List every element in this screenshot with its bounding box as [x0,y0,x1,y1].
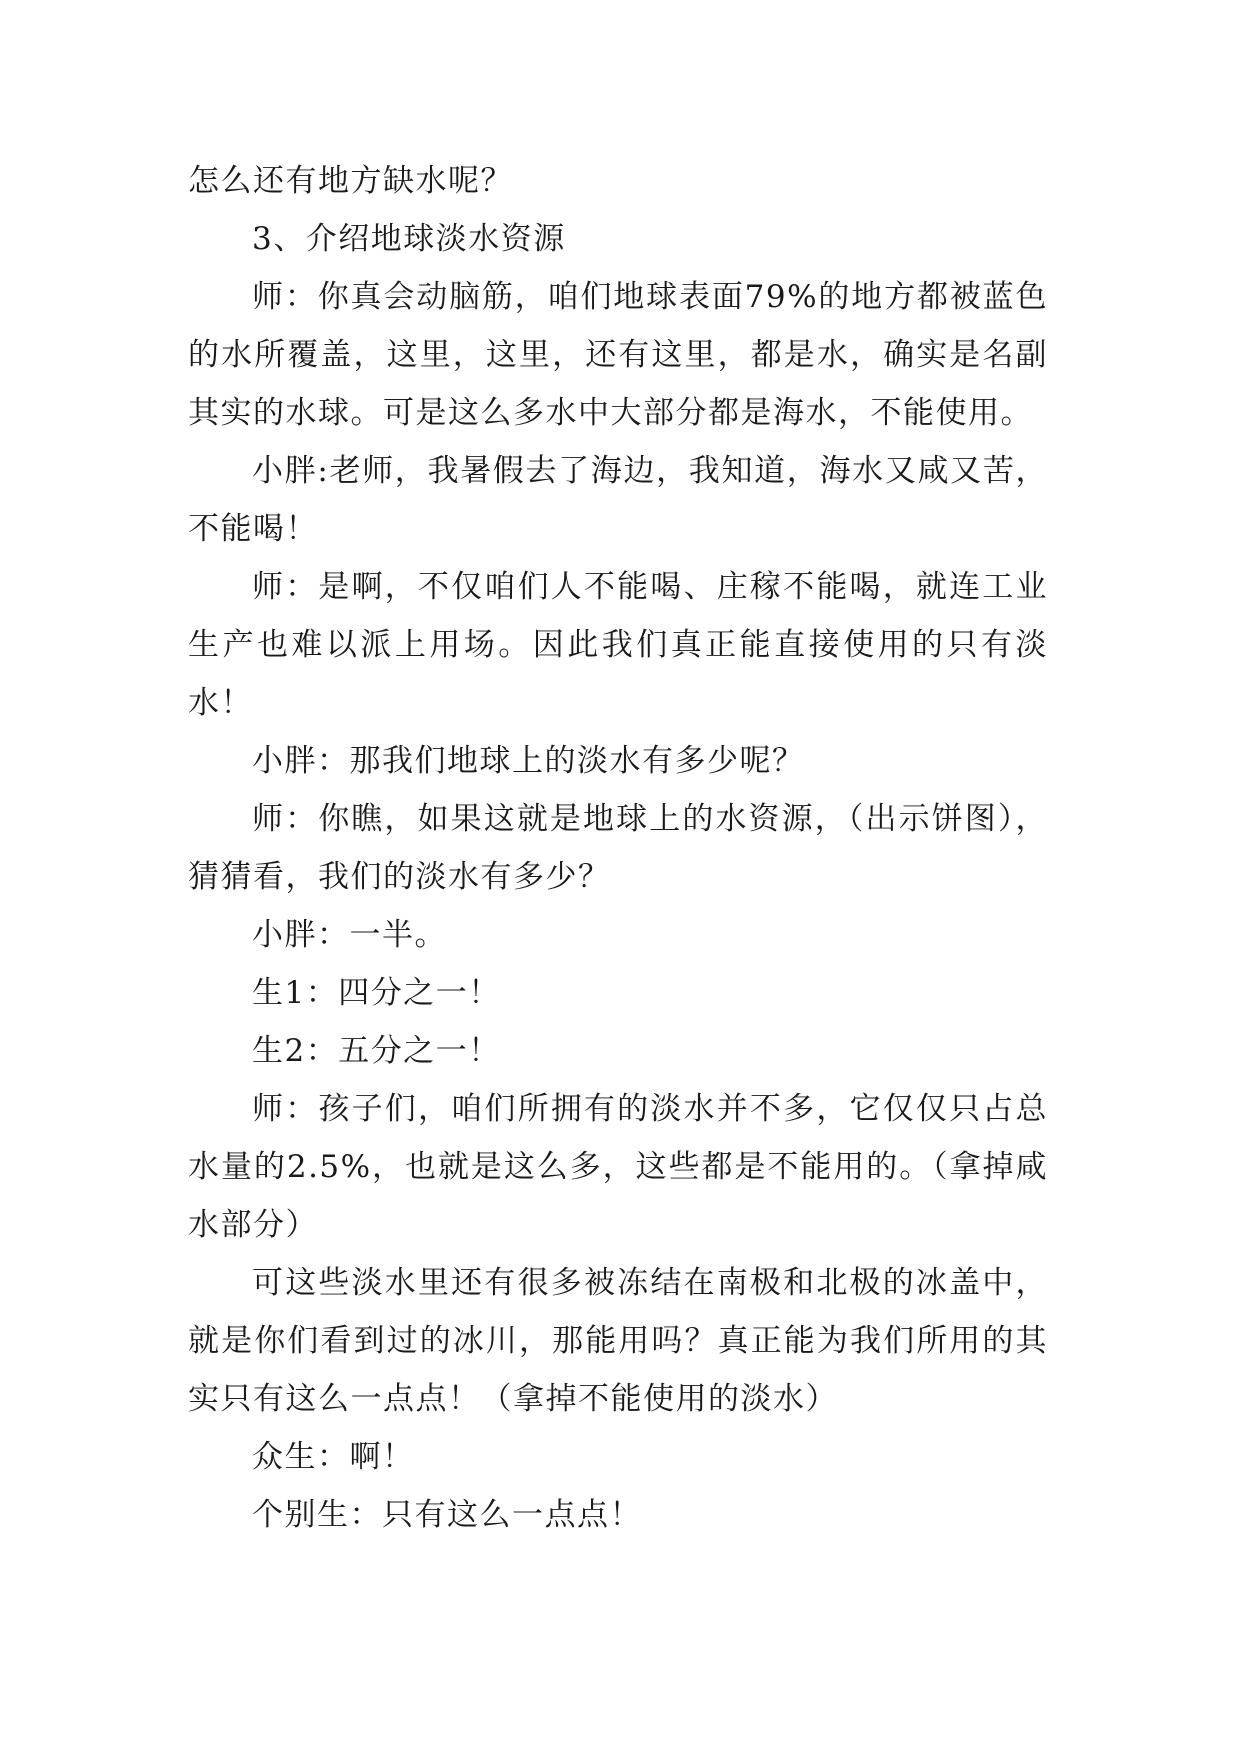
paragraph: 小胖：那我们地球上的淡水有多少呢？ [252,743,805,779]
paragraph: 师：孩子们，咱们所拥有的淡水并不多，它仅仅只占总水量的2.5%，也就是这么多，这些都是不能用的。（拿掉咸水部分） [188,1091,1048,1243]
section-heading: 3、介绍地球淡水资源 [252,221,566,257]
paragraph: 师：你瞧，如果这就是地球上的水资源，（出示饼图），猜猜看，我们的淡水有多少？ [188,801,1048,895]
paragraph: 小胖:老师，我暑假去了海边，我知道，海水又咸又苦，不能喝！ [188,453,1048,547]
paragraph: 生2：五分之一！ [252,1033,501,1069]
paragraph: 小胖：一半。 [252,917,447,953]
paragraph: 众生：啊！ [252,1439,415,1475]
paragraph: 怎么还有地方缺水呢？ [188,163,513,199]
paragraph: 可这些淡水里还有很多被冻结在南极和北极的冰盖中，就是你们看到过的冰川，那能用吗？真正能为我们所用的其实只有这么一点点！（拿掉不能使用的淡水） [188,1265,1048,1417]
paragraph: 师：你真会动脑筋，咱们地球表面79%的地方都被蓝色的水所覆盖，这里，这里，还有这里，都是水，确实是名副其实的水球。可是这么多水中大部分都是海水，不能使用。 [188,279,1048,431]
paragraph: 个别生：只有这么一点点！ [252,1497,642,1533]
paragraph: 生1：四分之一！ [252,975,501,1011]
paragraph: 师：是啊，不仅咱们人不能喝、庄稼不能喝，就连工业生产也难以派上用场。因此我们真正能直接使用的只有淡水！ [188,569,1048,721]
document-body [188,152,1048,1544]
